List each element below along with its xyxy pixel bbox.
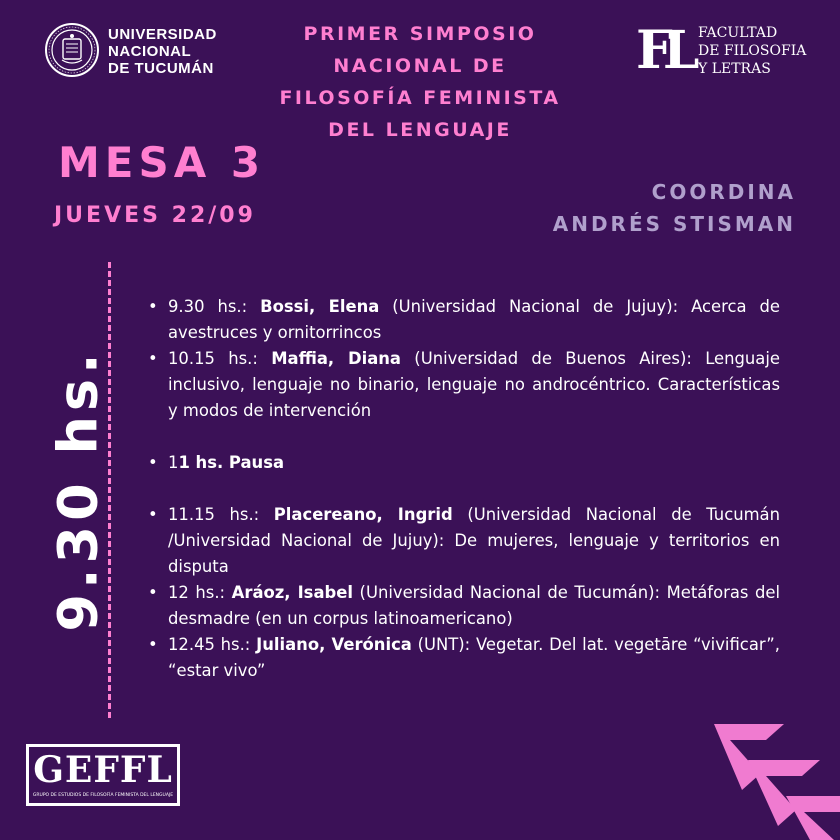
mesa-heading: MESA 3 [58,138,266,187]
title-line-3: FILOSOFÍA FEMINISTA [279,87,561,109]
university-line-2: NACIONAL [108,43,192,60]
title-line-4: DEL LENGUAJE [328,119,512,141]
chevron-decoration-icon [700,716,840,840]
geffl-subtitle: GRUPO DE ESTUDIOS DE FILOSOFÍA FEMINISTA DEL LENGUAJE [32,793,174,798]
faculty-line-2: DE FILOSOFIA [698,43,807,59]
program-item [148,632,780,684]
university-logo [44,22,234,88]
program-item [148,346,780,424]
item-detail: (Universidad Nacional de Tucumán): Metáforas del desmadre (en un corpus latinoamericano) [168,583,781,628]
item-detail: (Universidad de Buenos Aires): Lenguaje inclusivo, lenguaje no binario, lenguaje no androcéntrico. Características y modos de intervención [168,349,780,420]
item-time: 12 hs.: [168,583,226,602]
geffl-wordmark: GEFFL [33,749,173,791]
item-speaker: Juliano, Verónica [256,635,412,654]
coordinator-block [553,176,796,240]
program-list [148,294,780,684]
title-line-2: NACIONAL DE [333,55,507,77]
start-time-vertical: 9.30 hs. [46,348,110,632]
coordinator-name: ANDRÉS STISMAN [552,212,796,236]
item-time: 9.30 hs.: [168,297,248,316]
item-speaker: Aráoz, Isabel [231,583,353,602]
chevron-icon [786,796,840,840]
item-detail: (Universidad Nacional de Jujuy): Acerca de avestruces y ornitorrincos [168,297,780,342]
program-item [148,294,780,346]
item-speaker: Maffia, Diana [271,349,401,368]
program-item [148,580,780,632]
pause-label: 1 hs. Pausa [178,453,285,472]
university-line-1: UNIVERSIDAD [108,26,217,43]
item-time: 10.15 hs.: [168,349,258,368]
geffl-logo [26,744,180,806]
university-line-3: DE TUCUMÁN [108,60,214,77]
item-detail: (Universidad Nacional de Tucumán /Universidad Nacional de Jujuy): De mujeres, lenguaje y territorios en disputa [168,505,780,576]
item-detail: (UNT): Vegetar. Del lat. vegetāre “vivificar”, “estar vivo” [168,635,780,680]
university-name [108,26,217,77]
university-seal-icon [44,22,100,78]
faculty-name [698,24,806,78]
chevron-icon [714,724,784,790]
dashed-divider [108,262,111,718]
event-title [250,18,590,146]
session-date: JUEVES 22/09 [54,203,256,228]
pause-prefix: 1 [168,453,179,472]
faculty-monogram-icon: FL [636,20,690,81]
item-time: 12.45 hs.: [168,635,251,654]
chevron-icon [748,760,820,826]
title-line-1: PRIMER SIMPOSIO [303,23,537,45]
faculty-logo [636,22,816,82]
item-time: 11.15 hs.: [168,505,260,524]
program-pause [148,450,780,476]
item-speaker: Bossi, Elena [260,297,380,316]
program-item [148,502,780,580]
coordinator-label: COORDINA [651,180,796,204]
faculty-line-3: Y LETRAS [698,61,771,77]
item-speaker: Placereano, Ingrid [273,505,453,524]
faculty-line-1: FACULTAD [698,25,778,41]
